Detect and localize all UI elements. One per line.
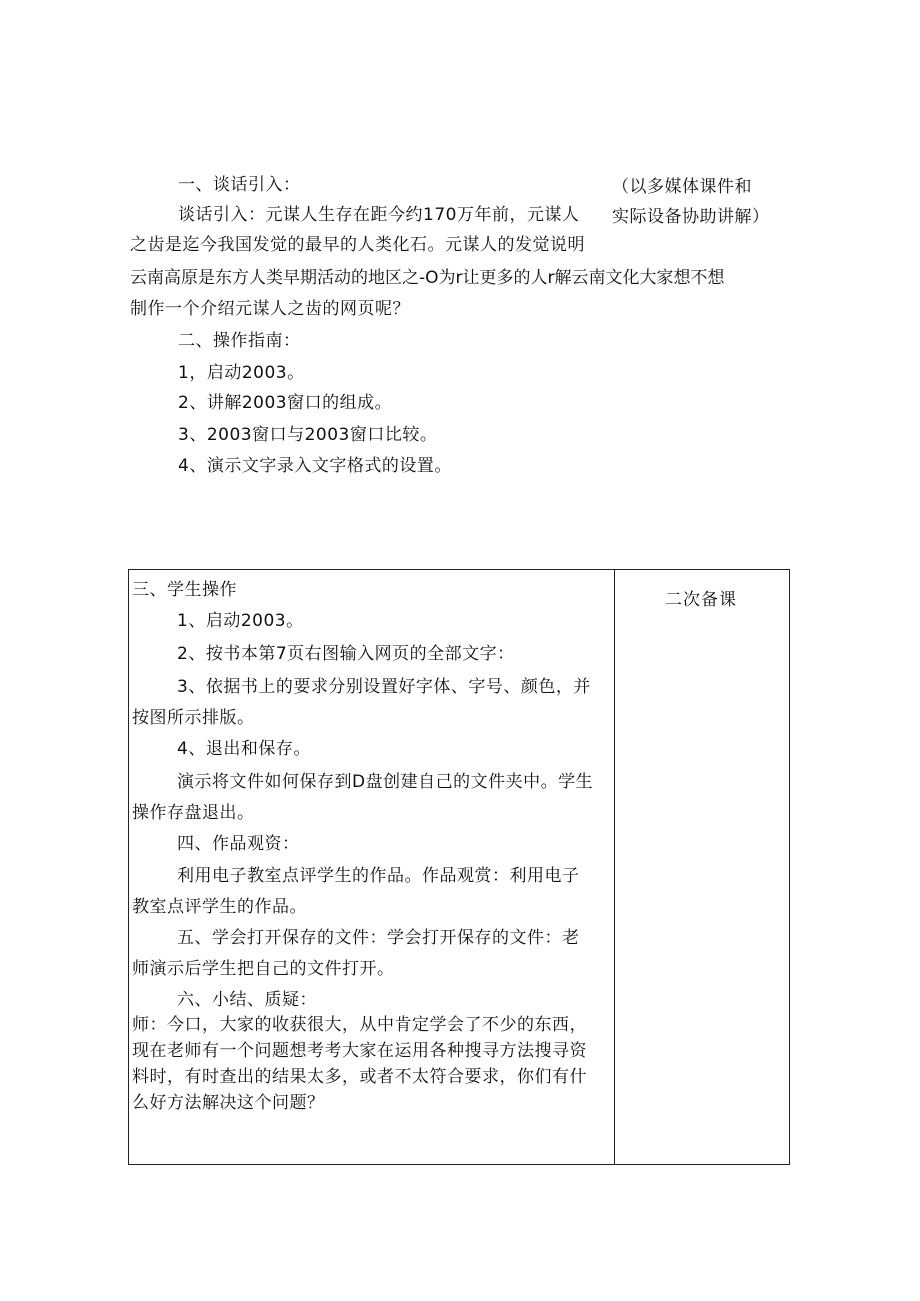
intro-paragraph-line: 之齿是迄今我国发觉的最早的人类化石。元谋人的发觉说明 — [130, 235, 585, 255]
table-line: 2、按书本第7页右图输入网页的全部文字： — [177, 644, 515, 664]
guide-item: 2、讲解2003窗口的组成。 — [178, 393, 393, 413]
table-line: 操作存盘退出。 — [132, 803, 255, 823]
table-column-divider — [614, 570, 615, 1164]
table-line: 教室点评学生的作品。 — [132, 897, 307, 917]
table-line: 师：今口，大家的收获很大，从中肯定学会了不少的东西， — [132, 1015, 587, 1035]
side-note-line: 实际设备协助讲解） — [612, 207, 770, 227]
table-line: 现在老师有一个问题想考考大家在运用各种搜寻方法搜寻资 — [132, 1041, 587, 1061]
table-line: 1、启动2003。 — [177, 611, 304, 631]
table-line: 三、学生操作 — [132, 580, 237, 600]
table-line: 按图所示排版。 — [132, 708, 255, 728]
intro-paragraph-line: 谈话引入：元谋人生存在距今约170万年前，元谋人 — [178, 205, 580, 225]
lesson-table — [128, 569, 790, 1165]
intro-paragraph-line: 制作一个介绍元谋人之齿的网页呢？ — [130, 299, 410, 319]
guide-item: 4、演示文字录入文字格式的设置。 — [178, 456, 452, 476]
guide-item: 1，启动2003。 — [178, 363, 305, 383]
side-note-line: （以多媒体课件和 — [612, 177, 752, 197]
guide-heading: 二、操作指南： — [178, 331, 301, 351]
intro-heading: 一、谈话引入： — [178, 175, 301, 195]
table-line: 料时，有时查出的结果太多，或者不太符合要求，你们有什 — [132, 1067, 587, 1087]
intro-paragraph-line: 云南高原是东方人类早期活动的地区之-O为r让更多的人r解云南文化大家想不想 — [130, 268, 725, 288]
guide-item: 3、2003窗口与2003窗口比较。 — [178, 425, 438, 445]
table-line: 利用电子教室点评学生的作品。作品观赏：利用电子 — [177, 866, 580, 886]
table-line: 六、小结、质疑： — [177, 990, 317, 1010]
table-line: 3、依据书上的要求分别设置好字体、字号、颜色，并 — [177, 677, 591, 697]
second-preparation-label: 二次备课 — [665, 590, 737, 610]
table-line: 四、作品观资： — [177, 834, 300, 854]
side-note — [612, 172, 802, 232]
table-line: 五、学会打开保存的文件：学会打开保存的文件：老 — [177, 928, 580, 948]
table-line: 演示将文件如何保存到D盘创建自己的文件夹中。学生 — [177, 772, 594, 792]
table-line: 4、退出和保存。 — [177, 739, 311, 759]
table-line: 么好方法解决这个问题？ — [132, 1093, 325, 1113]
table-line: 师演示后学生把自己的文件打开。 — [132, 959, 395, 979]
